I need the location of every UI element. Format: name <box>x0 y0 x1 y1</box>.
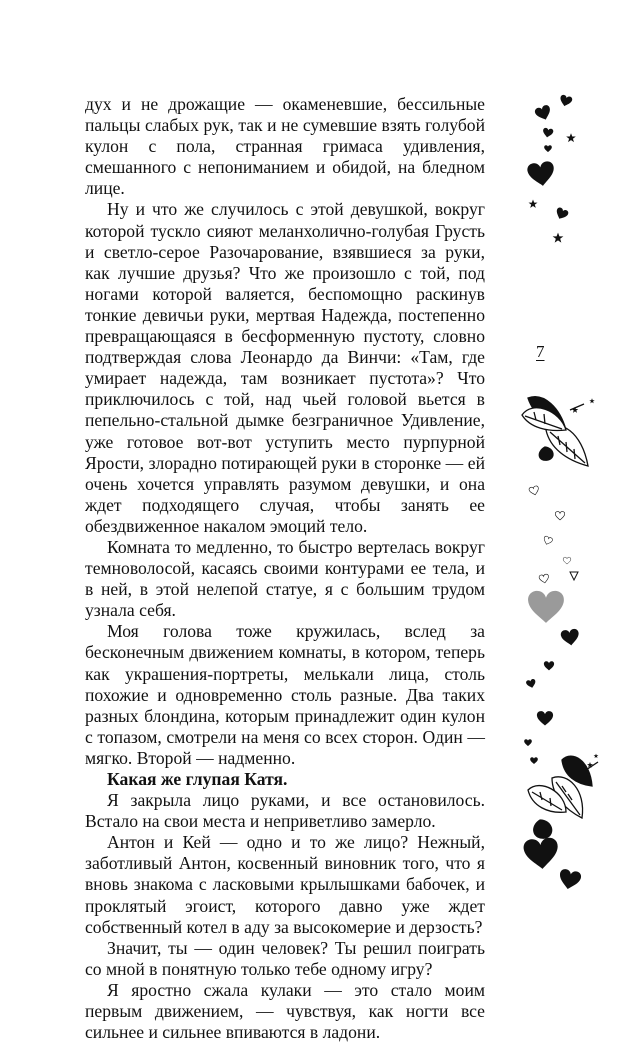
heart-icon <box>559 94 573 107</box>
paragraph-9: Я яростно сжала кулаки — это стало моим первым движением, — чувствуя, как ногти все сильнее и сильнее впиваются в ладони. <box>85 979 485 1043</box>
heart-icon <box>530 757 538 764</box>
heart-icon <box>526 678 537 689</box>
stars-top <box>529 133 576 242</box>
heart-icon <box>537 711 553 725</box>
paragraph-2: Ну и что же случилось с этой девушкой, вокруг которой тускло сияют меланхолично-голубая Грусть и светло-серое Разочарование, взявшиеся за руки, как лучшие друзья? Что же произошло с той, под ногами которой валяется, беспомощно раскинув тонкие девичьи руки, мертвая Надежда, постепенно превращающаяся в бесформенную пустоту, словно подтверждая слова Леонардо да Винчи: «Там, где умирает надежда, там возникает пустота»? Что приключилось с той, над чьей головой вьется в пепельно-стальной дымке безграничное Удивление, уже готовое вот-вот уступить место пурпурной Ярости, злорадно потирающей руки в сторонке — ей очень хочется управлять разумом девушки, и она ждет подходящего случая, чтобы занять ее обездвиженное накалом эмоций тело. <box>85 199 485 536</box>
heart-icon <box>544 661 554 670</box>
paragraph-4: Моя голова тоже кружилась, вслед за бесконечным движением комнаты, в котором, теперь как украшения-портреты, мелькали лица, столь похожие и одновременно столь разные. Два таких разных блондина, которым принадлежит один кулон с топазом, смотрели на меня со всех сторон. Один — мягко. Второй — надменно. <box>85 621 485 768</box>
heart-icon <box>527 161 556 188</box>
paragraph-5-bold: Какая же глупая Катя. <box>107 769 288 789</box>
body-text <box>85 94 485 1043</box>
heart-icon <box>524 739 532 746</box>
grey-heart-icon <box>528 591 564 623</box>
heart-icon <box>523 837 560 870</box>
leaf-cluster-upper <box>522 397 588 466</box>
stars-upper-leaf <box>572 398 595 413</box>
heart-icon <box>534 104 553 122</box>
heart-icon <box>560 628 580 646</box>
heart-outline-icon <box>529 485 540 496</box>
star-icon <box>529 200 538 208</box>
page-number: 7 <box>536 342 545 361</box>
paragraph-8: Значит, ты — один человек? Ты решил поиграть со мной в понятную только тебе одному игру? <box>85 937 485 979</box>
small-hearts-lower <box>524 628 580 764</box>
paragraph-1: дух и не дрожащие — окаменевшие, бессильные пальцы слабых рук, так и не сумевшие взять голубой кулон с пола, странная гримаса удивления, смешанного с непониманием и обидой, на бледном лице. <box>85 94 485 199</box>
star-icon <box>566 133 576 142</box>
margin-ornament <box>500 0 619 1000</box>
leaf-cluster-lower <box>528 756 598 838</box>
heart-icon <box>557 868 582 891</box>
paragraph-6: Я закрыла лицо руками, и все остановилось. Встало на свои места и неприветливо замерло. <box>85 790 485 832</box>
small-triangle-icon <box>570 572 578 580</box>
star-icon <box>553 233 564 243</box>
heart-icon <box>554 207 569 222</box>
heart-outline-icon <box>563 557 571 564</box>
star-icon <box>572 407 579 413</box>
heart-outline-icon <box>555 512 564 520</box>
large-hearts-bottom <box>523 837 582 891</box>
heart-icon <box>544 145 552 152</box>
star-icon <box>594 754 599 758</box>
paragraph-3: Комната то медленно, то быстро вертелась вокруг темноволосой, касаясь своими контурами ее тела, и в ней, в этой нелепой статуе, я с большим трудом узнала себя. <box>85 536 485 621</box>
heart-outline-icon <box>539 574 550 584</box>
star-icon <box>589 398 594 403</box>
outline-hearts-middle <box>529 485 571 583</box>
paragraph-7: Антон и Кей — одно и то же лицо? Нежный, заботливый Антон, косвенный виновник того, что я вновь знакома с ласковыми крылышками бабочек, и проклятый эгоист, которого давно уже ждет собственный котел в аду за высокомерие и дерзость? <box>85 832 485 937</box>
heart-icon <box>542 127 554 138</box>
heart-outline-icon <box>542 536 553 546</box>
